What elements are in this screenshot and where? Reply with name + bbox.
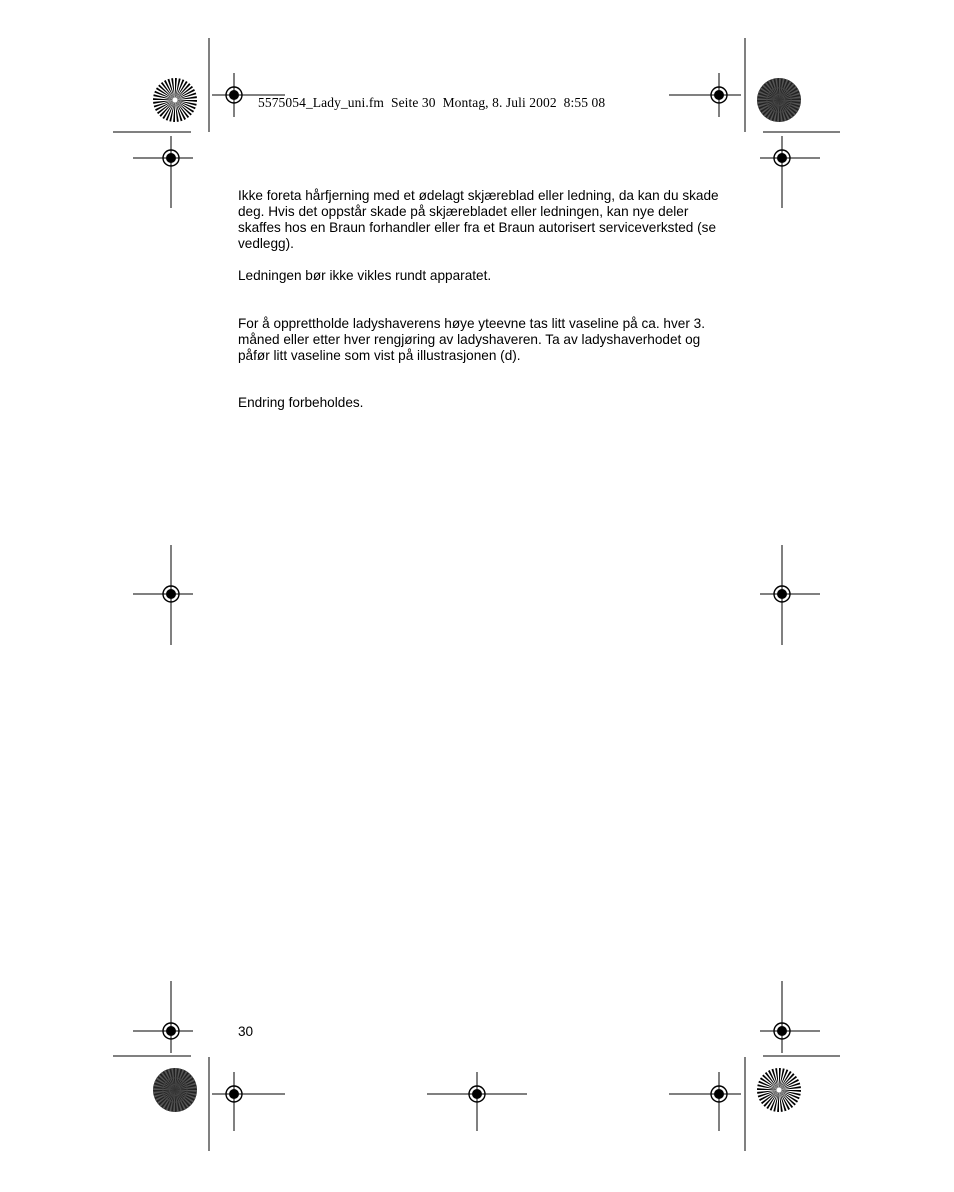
starburst-bottom-left [153,1068,197,1112]
page-number: 30 [238,1024,254,1039]
starburst-bottom-right [757,1068,801,1112]
maintenance-paragraph: For å opprettholde ladyshaverens høye yteevne tas litt vaseline på ca. hver 3. måned eller etter hver rengjøring av ladyshaveren. Ta av ladyshaverhodet og påfør litt vaseline som vist på illustrasjonen (d). [238,316,705,363]
disclaimer-paragraph: Endring forbeholdes. [238,395,364,410]
starburst-top-left [153,78,197,122]
cord-paragraph: Ledningen bør ikke vikles rundt apparatet. [238,268,492,283]
warning-paragraph: Ikke foreta hårfjerning med et ødelagt skjæreblad eller ledning, da kan du skade deg. Hvis det oppstår skade på skjærebladet eller ledningen, kan nye deler skaffes hos en Braun forhandler eller fra et Braun autorisert serviceverksted (se vedlegg). [238,188,719,251]
file-info-header: 5575054_Lady_uni.fm Seite 30 Montag, 8. Juli 2002 8:55 08 [258,95,606,110]
starburst-top-right [757,78,801,122]
